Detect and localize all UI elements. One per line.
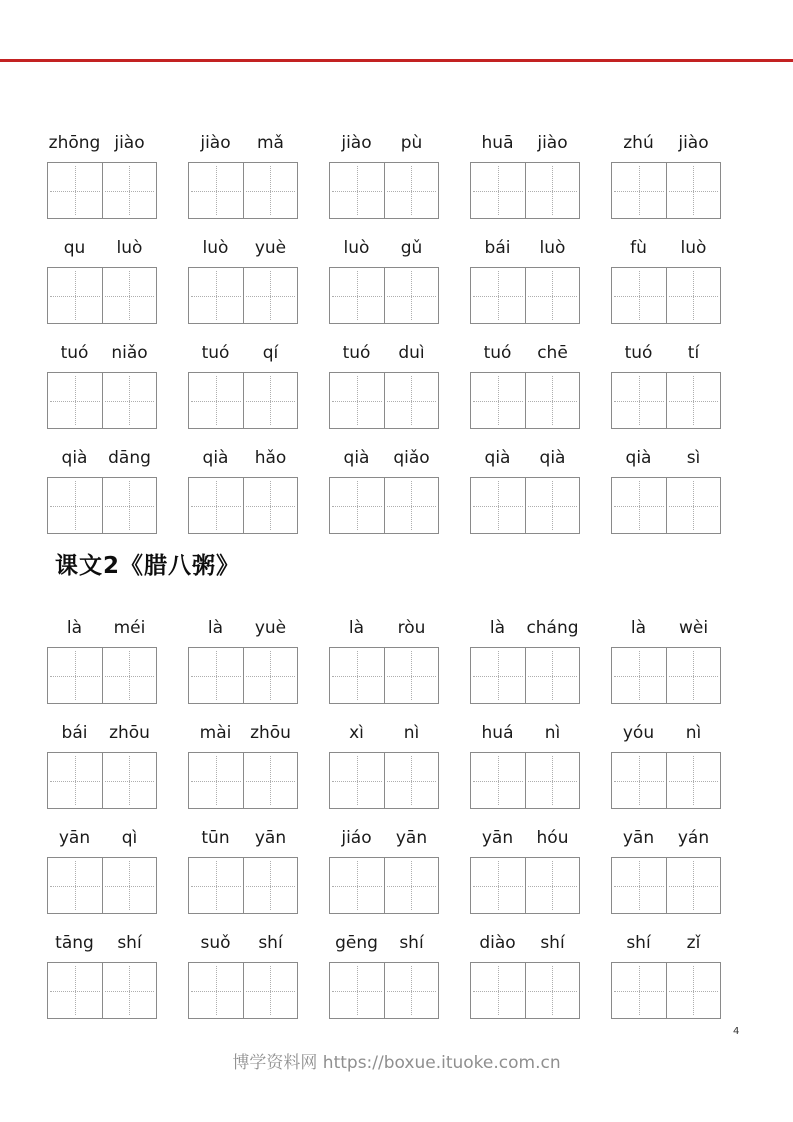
word-group — [329, 931, 439, 1019]
pinyin-label — [329, 446, 439, 471]
word-group — [611, 131, 721, 219]
pinyin-syllable: jiào — [537, 133, 568, 153]
pinyin-syllable: qià — [539, 448, 566, 468]
grid-cell — [189, 163, 243, 218]
pinyin-syllable: tuó — [342, 343, 371, 363]
grid-cell — [330, 373, 384, 428]
pinyin-syllable: tuó — [624, 343, 653, 363]
word-row — [47, 931, 721, 1019]
pinyin-syllable: zhú — [623, 133, 654, 153]
pinyin-label — [47, 721, 157, 746]
word-group — [188, 236, 298, 324]
pinyin-syllable: mài — [199, 723, 232, 743]
grid-cell — [189, 858, 243, 913]
section-title: 课文2《腊八粥》 — [55, 553, 241, 579]
pinyin-syllable: pù — [400, 133, 423, 153]
pinyin-label — [611, 616, 721, 641]
pinyin-syllable: shí — [117, 933, 142, 953]
grid-cell — [48, 963, 102, 1018]
practice-grid — [188, 372, 298, 429]
grid-cell — [243, 163, 298, 218]
practice-grid — [470, 962, 580, 1019]
grid-cell — [612, 963, 666, 1018]
pinyin-syllable: tuó — [60, 343, 89, 363]
pinyin-syllable: yóu — [622, 723, 655, 743]
grid-cell — [471, 478, 525, 533]
page-corner-mark: 4 — [733, 1026, 740, 1037]
pinyin-syllable: luò — [539, 238, 566, 258]
grid-cell — [525, 478, 580, 533]
practice-grid — [611, 647, 721, 704]
pinyin-syllable: duì — [398, 343, 425, 363]
practice-grid — [611, 267, 721, 324]
grid-cell — [189, 268, 243, 323]
pinyin-syllable: yān — [481, 828, 514, 848]
pinyin-label — [470, 931, 580, 956]
grid-cell — [102, 163, 157, 218]
grid-cell — [471, 268, 525, 323]
grid-cell — [243, 648, 298, 703]
pinyin-syllable: bái — [61, 723, 88, 743]
practice-grid — [329, 372, 439, 429]
pinyin-syllable: shí — [540, 933, 565, 953]
pinyin-label — [47, 931, 157, 956]
word-group — [329, 446, 439, 534]
word-group — [611, 446, 721, 534]
grid-cell — [525, 163, 580, 218]
pinyin-syllable: gēng — [335, 933, 378, 953]
pinyin-syllable: yuè — [254, 618, 287, 638]
practice-grid — [47, 267, 157, 324]
grid-cell — [330, 858, 384, 913]
pinyin-label — [470, 131, 580, 156]
pinyin-label — [329, 931, 439, 956]
practice-grid — [329, 647, 439, 704]
pinyin-syllable: gǔ — [400, 238, 423, 258]
pinyin-syllable: jiào — [200, 133, 231, 153]
word-group — [470, 131, 580, 219]
grid-cell — [612, 648, 666, 703]
pinyin-label — [329, 131, 439, 156]
grid-cell — [189, 478, 243, 533]
word-group — [188, 721, 298, 809]
pinyin-syllable: qià — [202, 448, 229, 468]
grid-cell — [48, 478, 102, 533]
grid-cell — [189, 753, 243, 808]
pinyin-syllable: yān — [58, 828, 91, 848]
pinyin-syllable: là — [348, 618, 365, 638]
word-group — [188, 616, 298, 704]
practice-grid — [188, 647, 298, 704]
practice-grid — [611, 857, 721, 914]
word-group — [470, 446, 580, 534]
word-row — [47, 236, 721, 324]
pinyin-label — [470, 616, 580, 641]
grid-cell — [666, 268, 721, 323]
grid-cell — [666, 373, 721, 428]
grid-cell — [189, 648, 243, 703]
pinyin-label — [329, 341, 439, 366]
grid-cell — [330, 478, 384, 533]
practice-grid — [47, 752, 157, 809]
word-group — [47, 131, 157, 219]
practice-grid — [611, 477, 721, 534]
practice-grid — [611, 162, 721, 219]
pinyin-syllable: sì — [686, 448, 701, 468]
grid-cell — [330, 648, 384, 703]
grid-cell — [666, 963, 721, 1018]
grid-cell — [330, 963, 384, 1018]
grid-cell — [48, 373, 102, 428]
pinyin-syllable: tí — [687, 343, 700, 363]
word-group — [188, 826, 298, 914]
pinyin-label — [611, 131, 721, 156]
grid-cell — [384, 858, 439, 913]
practice-grid — [47, 647, 157, 704]
pinyin-syllable: qì — [121, 828, 138, 848]
pinyin-syllable: shí — [399, 933, 424, 953]
word-row — [47, 616, 721, 704]
grid-cell — [612, 373, 666, 428]
practice-grid — [611, 372, 721, 429]
pinyin-syllable: nì — [544, 723, 561, 743]
practice-grid — [188, 962, 298, 1019]
pinyin-syllable: nì — [403, 723, 420, 743]
pinyin-syllable: tuó — [483, 343, 512, 363]
practice-grid — [329, 962, 439, 1019]
pinyin-syllable: fù — [630, 238, 647, 258]
pinyin-label — [470, 341, 580, 366]
pinyin-label — [188, 931, 298, 956]
word-group — [329, 131, 439, 219]
grid-cell — [189, 963, 243, 1018]
grid-cell — [471, 373, 525, 428]
pinyin-syllable: jiào — [114, 133, 145, 153]
grid-cell — [102, 648, 157, 703]
pinyin-label — [188, 616, 298, 641]
grid-cell — [384, 753, 439, 808]
pinyin-syllable: shí — [258, 933, 283, 953]
grid-cell — [243, 753, 298, 808]
pinyin-label — [47, 446, 157, 471]
grid-cell — [471, 753, 525, 808]
pinyin-syllable: qià — [343, 448, 370, 468]
pinyin-syllable: hóu — [536, 828, 569, 848]
pinyin-label — [47, 616, 157, 641]
pinyin-label — [188, 446, 298, 471]
word-group — [188, 931, 298, 1019]
grid-cell — [666, 753, 721, 808]
grid-cell — [612, 163, 666, 218]
pinyin-syllable: qu — [63, 238, 86, 258]
grid-cell — [666, 163, 721, 218]
practice-grid — [470, 477, 580, 534]
pinyin-label — [329, 826, 439, 851]
pinyin-syllable: jiáo — [341, 828, 372, 848]
pinyin-syllable: diào — [479, 933, 516, 953]
pinyin-syllable: yān — [254, 828, 287, 848]
pinyin-label — [470, 236, 580, 261]
grid-cell — [330, 753, 384, 808]
grid-cell — [48, 163, 102, 218]
grid-cell — [471, 163, 525, 218]
pinyin-label — [611, 826, 721, 851]
practice-grid — [188, 477, 298, 534]
practice-grid — [470, 267, 580, 324]
grid-cell — [330, 268, 384, 323]
pinyin-label — [611, 341, 721, 366]
pinyin-syllable: là — [207, 618, 224, 638]
word-row — [47, 131, 721, 219]
grid-cell — [48, 753, 102, 808]
pinyin-syllable: zhōu — [109, 723, 150, 743]
grid-cell — [243, 963, 298, 1018]
pinyin-syllable: huā — [481, 133, 514, 153]
pinyin-label — [188, 826, 298, 851]
word-group — [611, 341, 721, 429]
word-row — [47, 721, 721, 809]
pinyin-syllable: tuó — [201, 343, 230, 363]
grid-cell — [525, 858, 580, 913]
word-group — [47, 616, 157, 704]
practice-grid — [470, 162, 580, 219]
word-group — [329, 341, 439, 429]
practice-grid — [188, 752, 298, 809]
grid-cell — [384, 268, 439, 323]
practice-grid — [470, 372, 580, 429]
word-group — [470, 616, 580, 704]
grid-cell — [102, 478, 157, 533]
pinyin-syllable: niǎo — [111, 343, 148, 363]
word-group — [329, 826, 439, 914]
pinyin-syllable: suǒ — [200, 933, 231, 953]
pinyin-syllable: ròu — [397, 618, 426, 638]
word-group — [611, 721, 721, 809]
practice-grid — [188, 267, 298, 324]
word-group — [470, 826, 580, 914]
pinyin-syllable: yuè — [254, 238, 287, 258]
word-group — [611, 236, 721, 324]
pinyin-syllable: jiào — [341, 133, 372, 153]
pinyin-syllable: dāng — [108, 448, 151, 468]
pinyin-syllable: zhōu — [250, 723, 291, 743]
word-group — [47, 826, 157, 914]
word-group — [329, 616, 439, 704]
grid-cell — [384, 478, 439, 533]
pinyin-syllable: luò — [343, 238, 370, 258]
pinyin-syllable: luò — [680, 238, 707, 258]
pinyin-label — [47, 341, 157, 366]
pinyin-syllable: mǎ — [257, 133, 284, 153]
grid-cell — [102, 858, 157, 913]
practice-grid — [611, 962, 721, 1019]
pinyin-syllable: là — [66, 618, 83, 638]
pinyin-syllable: shí — [626, 933, 651, 953]
pinyin-syllable: bái — [484, 238, 511, 258]
pinyin-syllable: zǐ — [686, 933, 701, 953]
grid-cell — [612, 478, 666, 533]
word-group — [470, 236, 580, 324]
pinyin-syllable: chē — [537, 343, 568, 363]
grid-cell — [384, 963, 439, 1018]
grid-cell — [525, 753, 580, 808]
pinyin-label — [188, 721, 298, 746]
practice-grid — [470, 752, 580, 809]
grid-cell — [243, 858, 298, 913]
pinyin-syllable: tūn — [201, 828, 230, 848]
top-red-rule — [0, 59, 793, 62]
pinyin-label — [611, 721, 721, 746]
practice-grid — [47, 162, 157, 219]
word-group — [470, 341, 580, 429]
grid-cell — [48, 858, 102, 913]
word-group — [47, 236, 157, 324]
word-group — [329, 721, 439, 809]
pinyin-label — [188, 341, 298, 366]
grid-cell — [102, 268, 157, 323]
pinyin-syllable: qià — [625, 448, 652, 468]
practice-grid — [329, 857, 439, 914]
pinyin-label — [188, 131, 298, 156]
grid-cell — [525, 963, 580, 1018]
pinyin-syllable: là — [630, 618, 647, 638]
word-group — [611, 826, 721, 914]
pinyin-syllable: cháng — [526, 618, 579, 638]
pinyin-syllable: nì — [685, 723, 702, 743]
word-row — [47, 826, 721, 914]
pinyin-label — [47, 826, 157, 851]
pinyin-label — [329, 721, 439, 746]
word-group — [329, 236, 439, 324]
pinyin-syllable: là — [489, 618, 506, 638]
word-group — [611, 616, 721, 704]
pinyin-label — [188, 236, 298, 261]
pinyin-syllable: jiào — [678, 133, 709, 153]
pinyin-label — [470, 826, 580, 851]
pinyin-label — [611, 446, 721, 471]
grid-cell — [48, 648, 102, 703]
practice-grid — [329, 162, 439, 219]
pinyin-syllable: zhōng — [48, 133, 101, 153]
grid-cell — [612, 753, 666, 808]
practice-grid — [47, 477, 157, 534]
pinyin-syllable: qià — [61, 448, 88, 468]
grid-cell — [471, 963, 525, 1018]
pinyin-syllable: huá — [481, 723, 514, 743]
grid-cell — [102, 963, 157, 1018]
pinyin-syllable: qià — [484, 448, 511, 468]
pinyin-label — [47, 131, 157, 156]
pinyin-syllable: qiǎo — [393, 448, 430, 468]
grid-cell — [525, 373, 580, 428]
footer-credit: 博学资料网 https://boxue.ituoke.com.cn — [232, 1053, 561, 1073]
pinyin-label — [470, 446, 580, 471]
grid-cell — [243, 478, 298, 533]
pinyin-syllable: wèi — [678, 618, 709, 638]
practice-grid — [188, 857, 298, 914]
grid-cell — [471, 858, 525, 913]
practice-grid — [470, 857, 580, 914]
grid-cell — [243, 268, 298, 323]
pinyin-label — [47, 236, 157, 261]
practice-grid — [47, 857, 157, 914]
grid-cell — [48, 268, 102, 323]
word-row — [47, 341, 721, 429]
pinyin-syllable: méi — [113, 618, 146, 638]
grid-cell — [384, 373, 439, 428]
practice-grid — [470, 647, 580, 704]
pinyin-label — [329, 236, 439, 261]
word-row — [47, 446, 721, 534]
pinyin-syllable: yān — [622, 828, 655, 848]
grid-cell — [612, 858, 666, 913]
word-group — [470, 931, 580, 1019]
word-group — [470, 721, 580, 809]
pinyin-syllable: yán — [677, 828, 710, 848]
practice-grid — [47, 962, 157, 1019]
pinyin-syllable: luò — [116, 238, 143, 258]
grid-cell — [243, 373, 298, 428]
grid-cell — [666, 648, 721, 703]
grid-cell — [384, 163, 439, 218]
pinyin-label — [611, 236, 721, 261]
pinyin-syllable: qí — [262, 343, 279, 363]
grid-cell — [525, 648, 580, 703]
grid-cell — [666, 478, 721, 533]
practice-grid — [188, 162, 298, 219]
practice-grid — [329, 267, 439, 324]
pinyin-label — [611, 931, 721, 956]
grid-cell — [102, 753, 157, 808]
word-group — [188, 341, 298, 429]
pinyin-syllable: hǎo — [254, 448, 287, 468]
grid-cell — [612, 268, 666, 323]
word-group — [47, 721, 157, 809]
grid-cell — [330, 163, 384, 218]
word-group — [188, 446, 298, 534]
word-group — [611, 931, 721, 1019]
pinyin-syllable: tāng — [55, 933, 94, 953]
grid-cell — [384, 648, 439, 703]
grid-cell — [525, 268, 580, 323]
practice-grid — [611, 752, 721, 809]
pinyin-label — [329, 616, 439, 641]
practice-grid — [329, 477, 439, 534]
grid-cell — [666, 858, 721, 913]
word-group — [47, 341, 157, 429]
word-group — [47, 446, 157, 534]
word-group — [47, 931, 157, 1019]
pinyin-syllable: xì — [349, 723, 364, 743]
pinyin-label — [470, 721, 580, 746]
worksheet-content — [47, 131, 721, 1036]
pinyin-syllable: yān — [395, 828, 428, 848]
grid-cell — [102, 373, 157, 428]
grid-cell — [471, 648, 525, 703]
grid-cell — [189, 373, 243, 428]
practice-grid — [329, 752, 439, 809]
word-group — [188, 131, 298, 219]
pinyin-syllable: luò — [202, 238, 229, 258]
practice-grid — [47, 372, 157, 429]
